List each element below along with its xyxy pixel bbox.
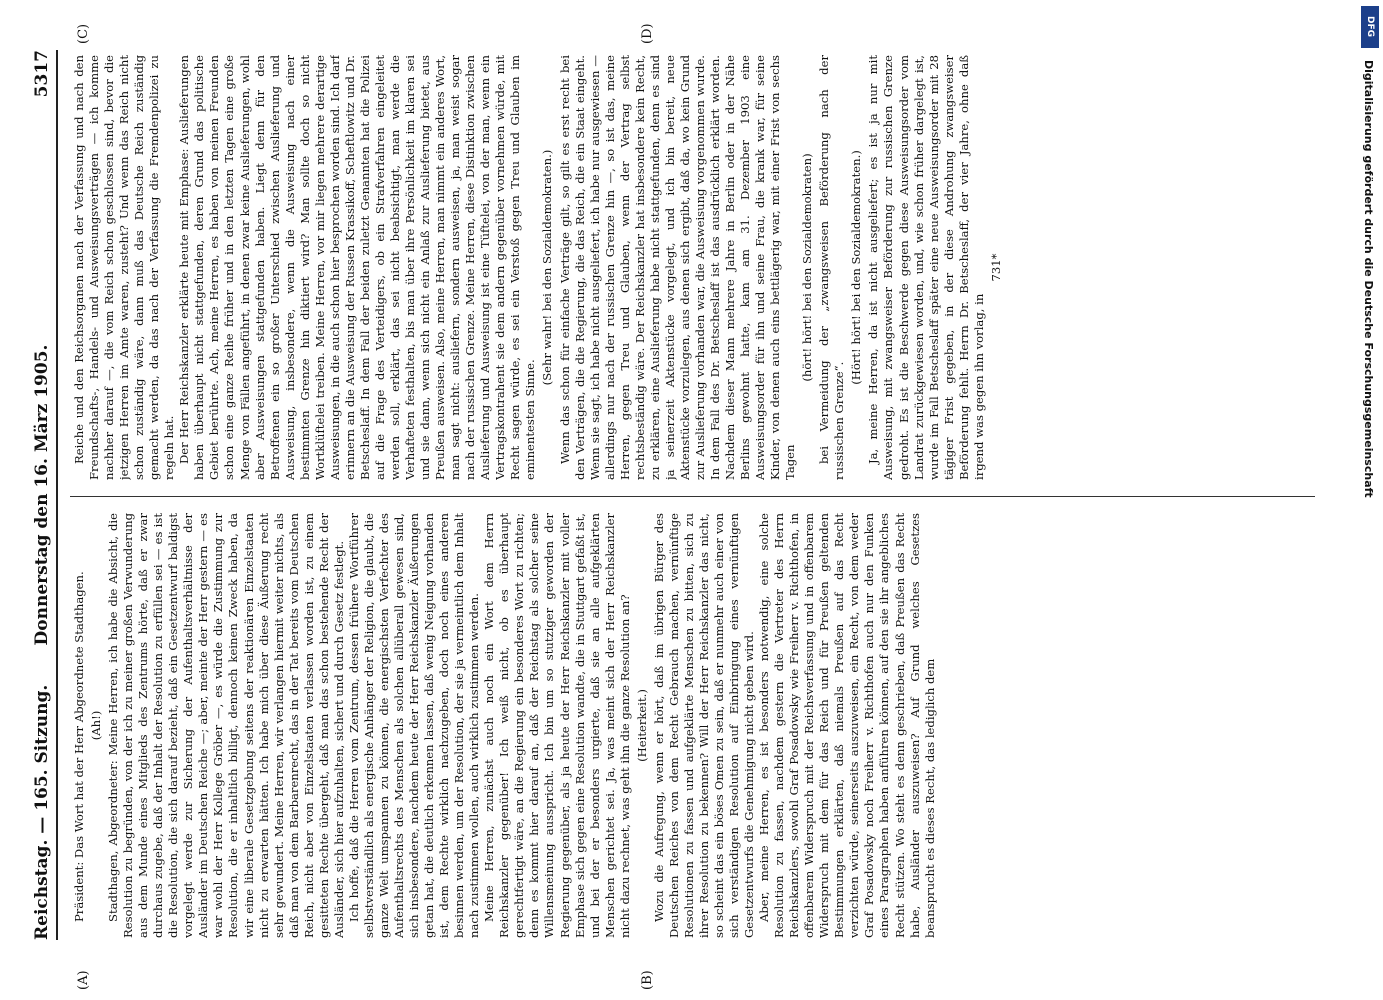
digitization-notice: [1355, 0, 1377, 1000]
header-session: Reichstag. — 165. Sitzung.: [32, 684, 52, 940]
page-header: [28, 50, 58, 940]
interjection: (Hört! hört! bei den Sozialdemokraten.): [849, 150, 864, 385]
page-number: 5317: [32, 50, 52, 98]
paragraph: Wenn das schon für einfache Verträge gilt, so gilt es erst recht bei den Verträgen, die die Regierung, die das Reich, die ein Staat eingeht. Wenn sie sagt, ich habe nicht ausgeliefert, ich habe nur ausgewiesen — allerdings nur nach der russischen Grenze hin —, so ist das, meine Herren, gegen Treu und Glauben, wenn der Vertrag selbst rechtsbeständig wäre. Der Reichskanzler hat insbesondere kein Recht, zu erklären, eine Auslieferung habe nicht stattgefunden, denn es sind ja seinerzeit Aktenstücke vorgelegt, und ich bin bereit, neue Aktenstücke vorzulegen, aus denen sich ergibt, daß da, wo kein Grund zur Auslieferung vorhanden war, die Ausweisung vorgenommen wurde. In dem Fall des Dr. Betscheslaff ist das ausdrücklich erklärt worden. Nachdem dieser Mann mehrere Jahre in Berlin oder in der Nähe Berlins gewohnt hatte, kam am 31. Dezember 1903 eine Ausweisungsorder für ihn und seine Frau, die krank war, für seine Kinder, von denen auch eins bettlägerig war, mit einer Frist von sechs Tagen: [557, 55, 798, 480]
paragraph: Ja, meine Herren, da ist nicht ausgeliefert; es ist ja nur mit Ausweisung, mit zwangsweiser Beförderung zur russischen Grenze gedroht. Es ist die Beschwerde gegen diese Ausweisungsorder vom Landrat zurückgewiesen worden, und, wie schon früher dargelegt ist, wurde im Fall Betscheslaff später eine neue Ausweisungsorder mit 28 tägiger Frist gegeben, in der diese Androhung zwangsweiser Beförderung fehlt. Herrn Dr. Betscheslaff, der vier Jahre, ohne daß irgend was gegen ihn vorlag, in: [866, 55, 986, 480]
interjection: (hört! hört! bei den Sozialdemokraten): [800, 153, 815, 382]
paragraph: Meine Herren, zunächst auch noch ein Wort dem Herrn Reichskanzler gegenüber! Ich weiß nicht, ob es überhaupt gerechtfertigt wäre, an die Regierung ein besonderes Wort zu richten; denn es kommt hier darauf an, daß der Reichstag als solcher seine Willensmeinung ausspricht. Ich bin um so stutziger geworden der Regierung gegenüber, als ja heute der Herr Reichskanzler mit voller Emphase sich gegen eine Resolution wandte, die in Stuttgart gefaßt ist, und bei der er besonders urgierte, daß sie an alle aufgeklärten Menschen gerichtet sei. Ja, was meint sich der Herr Reichskanzler nicht dazu rechnet, was geht ihn die ganze Resolution an?: [482, 513, 632, 938]
dfg-logo: DFG: [1361, 6, 1379, 48]
interjection: (Ah!): [89, 710, 104, 741]
paragraph: Reiche und den Reichsorganen nach der Verfassung und nach den Freundschafts-, Handels- und Ausweisungsverträgen — ich komme nachher darauf —, die vom Reich schon geschlossen sind, bevor die jetzigen Herren im Amte waren, zusteht? Und wenn das Reich nicht schon zuständig wäre, dann muß das Deutsche Reich zuständig gemacht werden, da das nach der Verfassung die Fremdenpolizei zu regeln hat.: [72, 55, 177, 480]
margin-marker-a: (A): [76, 970, 91, 990]
margin-marker-d: (D): [640, 23, 655, 44]
paragraph: Aber, meine Herren, es ist besonders notwendig, eine solche Resolution zu fassen, nachdem gestern die Vertreter des Herrn Reichskanzlers, sowohl Graf Posadowsky wie Freiherr v. Richthofen, in offenbarem Widerspruch mit der Reichsverfassung und in offenbarem Widerspruch mit dem für das Reich und für Preußen geltenden Bestimmungen erklärten, daß niemals Preußen auf das Recht verzichten würde, seinerseits auszuweisen, ein Recht, von dem weder Graf Posadowsky noch Freiherr v. Richthofen auch nur den Funken eines Paragraphen haben anführen können, auf den sie ihr angebliches Recht stützen. Wo steht es denn geschrieben, daß Preußen das Recht habe, Ausländer auszuweisen? Auf Grund welches Gesetzes beansprucht es dieses Recht, das lediglich dem: [757, 513, 937, 938]
paragraph: Ich hoffe, daß die Herren vom Zentrum, dessen frühere Wortführer selbstverständlich als energische Anhänger der Religion, die glaubt, die ganze Welt umspannen zu können, die energischsten Verfechter des Aufenthaltsrechts des Menschen als solchen allüberall gewesen sind, sich insbesondere, nachdem heute der Herr Reichskanzler Äußerungen getan hat, die deutlich erkennen lassen, daß wenig Neigung vorhanden ist, dem Rechte wirklich nachzugeben, doch noch eines anderen besinnen werden, um der Resolution, der sie ja vermeintlich dem Inhalt nach zustimmen wollen, auch wirklich zustimmen werden.: [346, 513, 482, 938]
paragraph: Präsident: Das Wort hat der Herr Abgeordnete Stadthagen.: [72, 571, 86, 922]
paragraph: Wozu die Aufregung, wenn er hört, daß im übrigen Bürger des Deutschen Reiches von dem Recht Gebrauch machen, vernünftige Resolutionen zu fassen und aufgeklärte Menschen zu bitten, sich zu ihrer Resolution zu bekennen? Will der Herr Reichskanzler das nicht, so scheint das ein böses Omen zu sein, daß er nunmehr auch einer von sich verständigen Resolution auf Einbringung eines vernünftigen Gesetzentwurfs die Genehmigung nicht geben wird.: [651, 513, 757, 938]
margin-marker-b: (B): [640, 970, 655, 990]
margin-marker-c: (C): [76, 23, 91, 44]
interjection: 731*: [988, 253, 1003, 282]
header-date: Donnerstag den 16. März 1905.: [32, 344, 52, 646]
paragraph: bei Vermeidung der „zwangsweisen Beförderung nach der russischen Grenze“.: [817, 55, 847, 480]
right-column: [72, 55, 1307, 480]
paragraph: Stadthagen, Abgeordneter: Meine Herren, ich habe die Absicht, die Resolution zu begründen, von der ich zu meiner großen Verwunderung aus dem Munde eines Mitglieds des Zentrums hörte, daß er zwar durchaus zugebe, daß der Inhalt der Resolution zu erfüllen sei — es ist die Resolution, die sich darauf bezieht, daß ein Gesetzentwurf baldigst vorgelegt werde zur Sicherung der Aufenthaltsverhältnisse der Ausländer im Deutschen Reiche —; aber, meinte der Herr gestern — es war wohl der Herr Kollege Gröber —, es würde die Zustimmung zur Resolution, die er inhaltlich billigt, dennoch keinen Zweck haben, da wir eine liberale Gesetzgebung seitens der reaktionären Einzelstaaten nicht zu erwarten hätten. Ich habe mich über diese Äußerung recht sehr gewundert. Meine Herren, wir verlangen hiermit weiter nichts, als daß man von dem Barbarenrecht, das in der Tat bereits vom Deutschen Reich, nicht aber von Einzelstaaten verlassen worden ist, zu einem gesitteten Rechte übergeht, daß man das schon bestehende Recht der Ausländer, sich hier aufzuhalten, sichert und durch Gesetz festlegt.: [106, 513, 346, 938]
left-column: [72, 513, 1307, 938]
digitization-text: Digitalisierung gefördert durch die Deutsche Forschungsgemeinschaft: [1362, 60, 1375, 498]
interjection: (Sehr wahr! bei den Sozialdemokraten.): [540, 149, 555, 386]
column-divider: [70, 496, 1315, 497]
interjection: (Heiterkeit.): [634, 689, 649, 762]
paragraph: Der Herr Reichskanzler erklärte heute mit Emphase: Auslieferungen haben überhaupt nicht stattgefunden, deren Grund das politische Gebiet berührte. Ach, meine Herren, es haben von meinen Freunden schon eine ganze Reihe früher und in den letzten Tagen eine große Menge von Fällen angeführt, in denen zwar keine Auslieferungen, wohl aber Ausweisungen stattgefunden haben. Liegt denn für den Betroffenen ein so großer Unterschied zwischen Auslieferung und Ausweisung, insbesondere, wenn die Ausweisung nach einer bestimmten Grenze hin diktiert wird? Man sollte doch so nicht Wortklüftelei treiben. Meine Herren, vor mir liegen mehrere derartige Ausweisungen, in die auch schon hier besprochen worden sind. Ich darf erinnern an die Ausweisung der Russen Krassikoff, Scheftlowitz und Dr. Betscheslaff. In dem Fall der beiden zuletzt Genannten hat die Polizei auf die Frage des Verteidigers, ob ein Strafverfahren eingeleitet werden soll, erklärt, das sei nicht beabsichtigt, man werde die Verhafteten festhalten, bis man über ihre Persönlichkeit im klaren sei und sie dann, wenn sich nicht ein Anlaß zur Auslieferung bietet, aus Preußen ausweisen. Also, meine Herren, man nimmt ein anderes Wort, man sagt nicht: ausliefern, sondern ausweisen, ja, man weist sogar nach der russischen Grenze. Meine Herren, diese Distinktion zwischen Auslieferung und Ausweisung ist eine Tüftelei, von der man, wenn ein Vertragskontrahent sie dem andern gegenüber vornehmen würde, mit Recht sagen würde, es sei ein Verstoß gegen Treu und Glauben im eminentesten Sinne.: [177, 55, 538, 480]
